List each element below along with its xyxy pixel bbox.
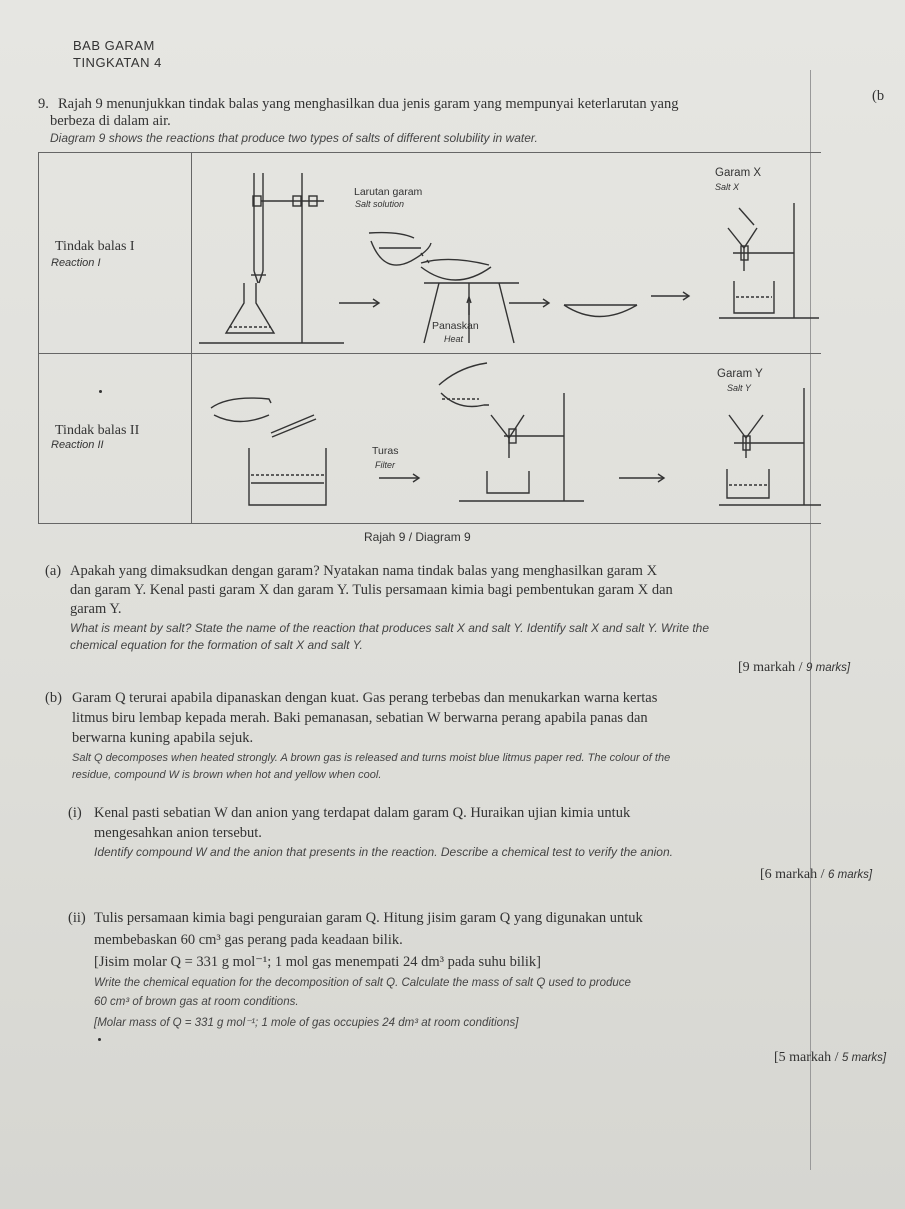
basin-icon	[564, 305, 637, 317]
chapter-title: BAB GARAM	[73, 38, 155, 53]
part-a-ms-line2: dan garam Y. Kenal pasti garam X dan garam Y. Tulis persamaan kimia bagi pembentukan garam X dan	[70, 582, 673, 598]
part-b-ms-line2: litmus biru lembap kepada merah. Baki pemanasan, sebatian W berwarna perang apabila panas dan	[72, 710, 648, 726]
part-bi-ms-line2: mengesahkan anion tersebut.	[94, 825, 262, 841]
salt-y-label: Garam Y	[717, 368, 763, 380]
salt-solution-label-en: Salt solution	[355, 199, 405, 209]
part-a-ms-line1: Apakah yang dimaksudkan dengan garam? Nyatakan nama tindak balas yang menghasilkan garam X	[70, 563, 658, 579]
form-level: TINGKATAN 4	[73, 55, 162, 70]
question-number: 9.	[38, 96, 49, 112]
part-a-ms-line3: garam Y.	[70, 601, 122, 617]
part-bi-marks: [6 markah / 6 marks]	[760, 867, 873, 882]
salt-x-label: Garam X	[715, 167, 762, 179]
margin-note: (b	[872, 88, 885, 104]
salt-x-label-en: Salt X	[715, 182, 740, 192]
part-b-ms-line1: Garam Q terurai apabila dipanaskan dengan kuat. Gas perang terbebas dan menukarkan warna kertas	[72, 690, 658, 706]
part-b-en-line2: residue, compound W is brown when hot and yellow when cool.	[72, 769, 382, 781]
part-a-marks: [9 markah / 9 marks]	[738, 660, 851, 675]
part-b-en-line1: Salt Q decomposes when heated strongly. A brown gas is released and turns moist blue litmus paper red. The colour of the	[72, 752, 671, 764]
reaction2-label-en: Reaction II	[51, 439, 104, 451]
part-bii-en-line1: Write the chemical equation for the decomposition of salt Q. Calculate the mass of salt Q used to produce	[94, 977, 631, 989]
part-bii-ms-line2: membebaskan 60 cm³ gas perang pada keadaan bilik.	[94, 932, 403, 948]
evaporating-dish-icon	[369, 233, 519, 343]
part-b-ms-line3: berwarna kuning apabila sejuk.	[72, 730, 254, 746]
reaction1-label-en: Reaction I	[51, 257, 101, 269]
intro-ms-line1: Rajah 9 menunjukkan tindak balas yang menghasilkan dua jenis garam yang mempunyai keterlarutan yang	[58, 96, 679, 112]
reaction1-label: Tindak balas I	[55, 239, 135, 254]
filter-label: Turas	[372, 445, 399, 457]
reaction-apparatus-drawing	[39, 153, 821, 523]
part-bi-label: (i)	[68, 805, 82, 821]
filter-funnel-icon	[379, 363, 664, 501]
part-bii-ms-line3: [Jisim molar Q = 331 g mol⁻¹; 1 mol gas menempati 24 dm³ pada suhu bilik]	[94, 954, 541, 970]
diagram-caption: Rajah 9 / Diagram 9	[364, 530, 471, 544]
diagram-9	[38, 152, 821, 524]
part-bi-ms-line1: Kenal pasti sebatian W dan anion yang terdapat dalam garam Q. Huraikan ujian kimia untuk	[94, 805, 631, 821]
intro-en: Diagram 9 shows the reactions that produce two types of salts of different solubility in water.	[50, 131, 538, 145]
intro-ms-line2: berbeza di dalam air.	[50, 113, 171, 129]
reaction2-label: Tindak balas II	[55, 423, 140, 438]
part-a-en-line2: chemical equation for the formation of salt X and salt Y.	[70, 638, 363, 652]
funnel-salt-y-icon	[719, 388, 821, 505]
ink-dot	[98, 1038, 101, 1041]
salt-solution-label: Larutan garam	[354, 186, 423, 198]
part-bii-ms-line1: Tulis persamaan kimia bagi penguraian garam Q. Hitung jisim garam Q yang digunakan untuk	[94, 910, 643, 926]
part-bii-en-line2: 60 cm³ of brown gas at room conditions.	[94, 996, 299, 1008]
filter-label-en: Filter	[375, 460, 395, 470]
heat-label: Panaskan	[432, 320, 479, 332]
part-a-label: (a)	[45, 563, 62, 579]
part-bii-marks: [5 markah / 5 marks]	[774, 1050, 887, 1065]
part-bii-en-line3: [Molar mass of Q = 331 g mol⁻¹; 1 mole of gas occupies 24 dm³ at room conditions]	[94, 1017, 519, 1029]
funnel-salt-x-icon	[719, 203, 819, 318]
pour-beaker-icon	[211, 398, 326, 505]
part-b-label: (b)	[45, 690, 62, 706]
part-a-en-line1: What is meant by salt? State the name of the reaction that produces salt X and salt Y. Identify salt X and salt Y. Write the	[70, 621, 710, 635]
salt-y-label-en: Salt Y	[727, 383, 751, 393]
heat-label-en: Heat	[444, 334, 464, 344]
burette-stand-icon	[199, 173, 344, 343]
part-bi-en-line1: Identify compound W and the anion that presents in the reaction. Describe a chemical test to verify the anion.	[94, 845, 673, 859]
part-bii-label: (ii)	[68, 910, 86, 926]
